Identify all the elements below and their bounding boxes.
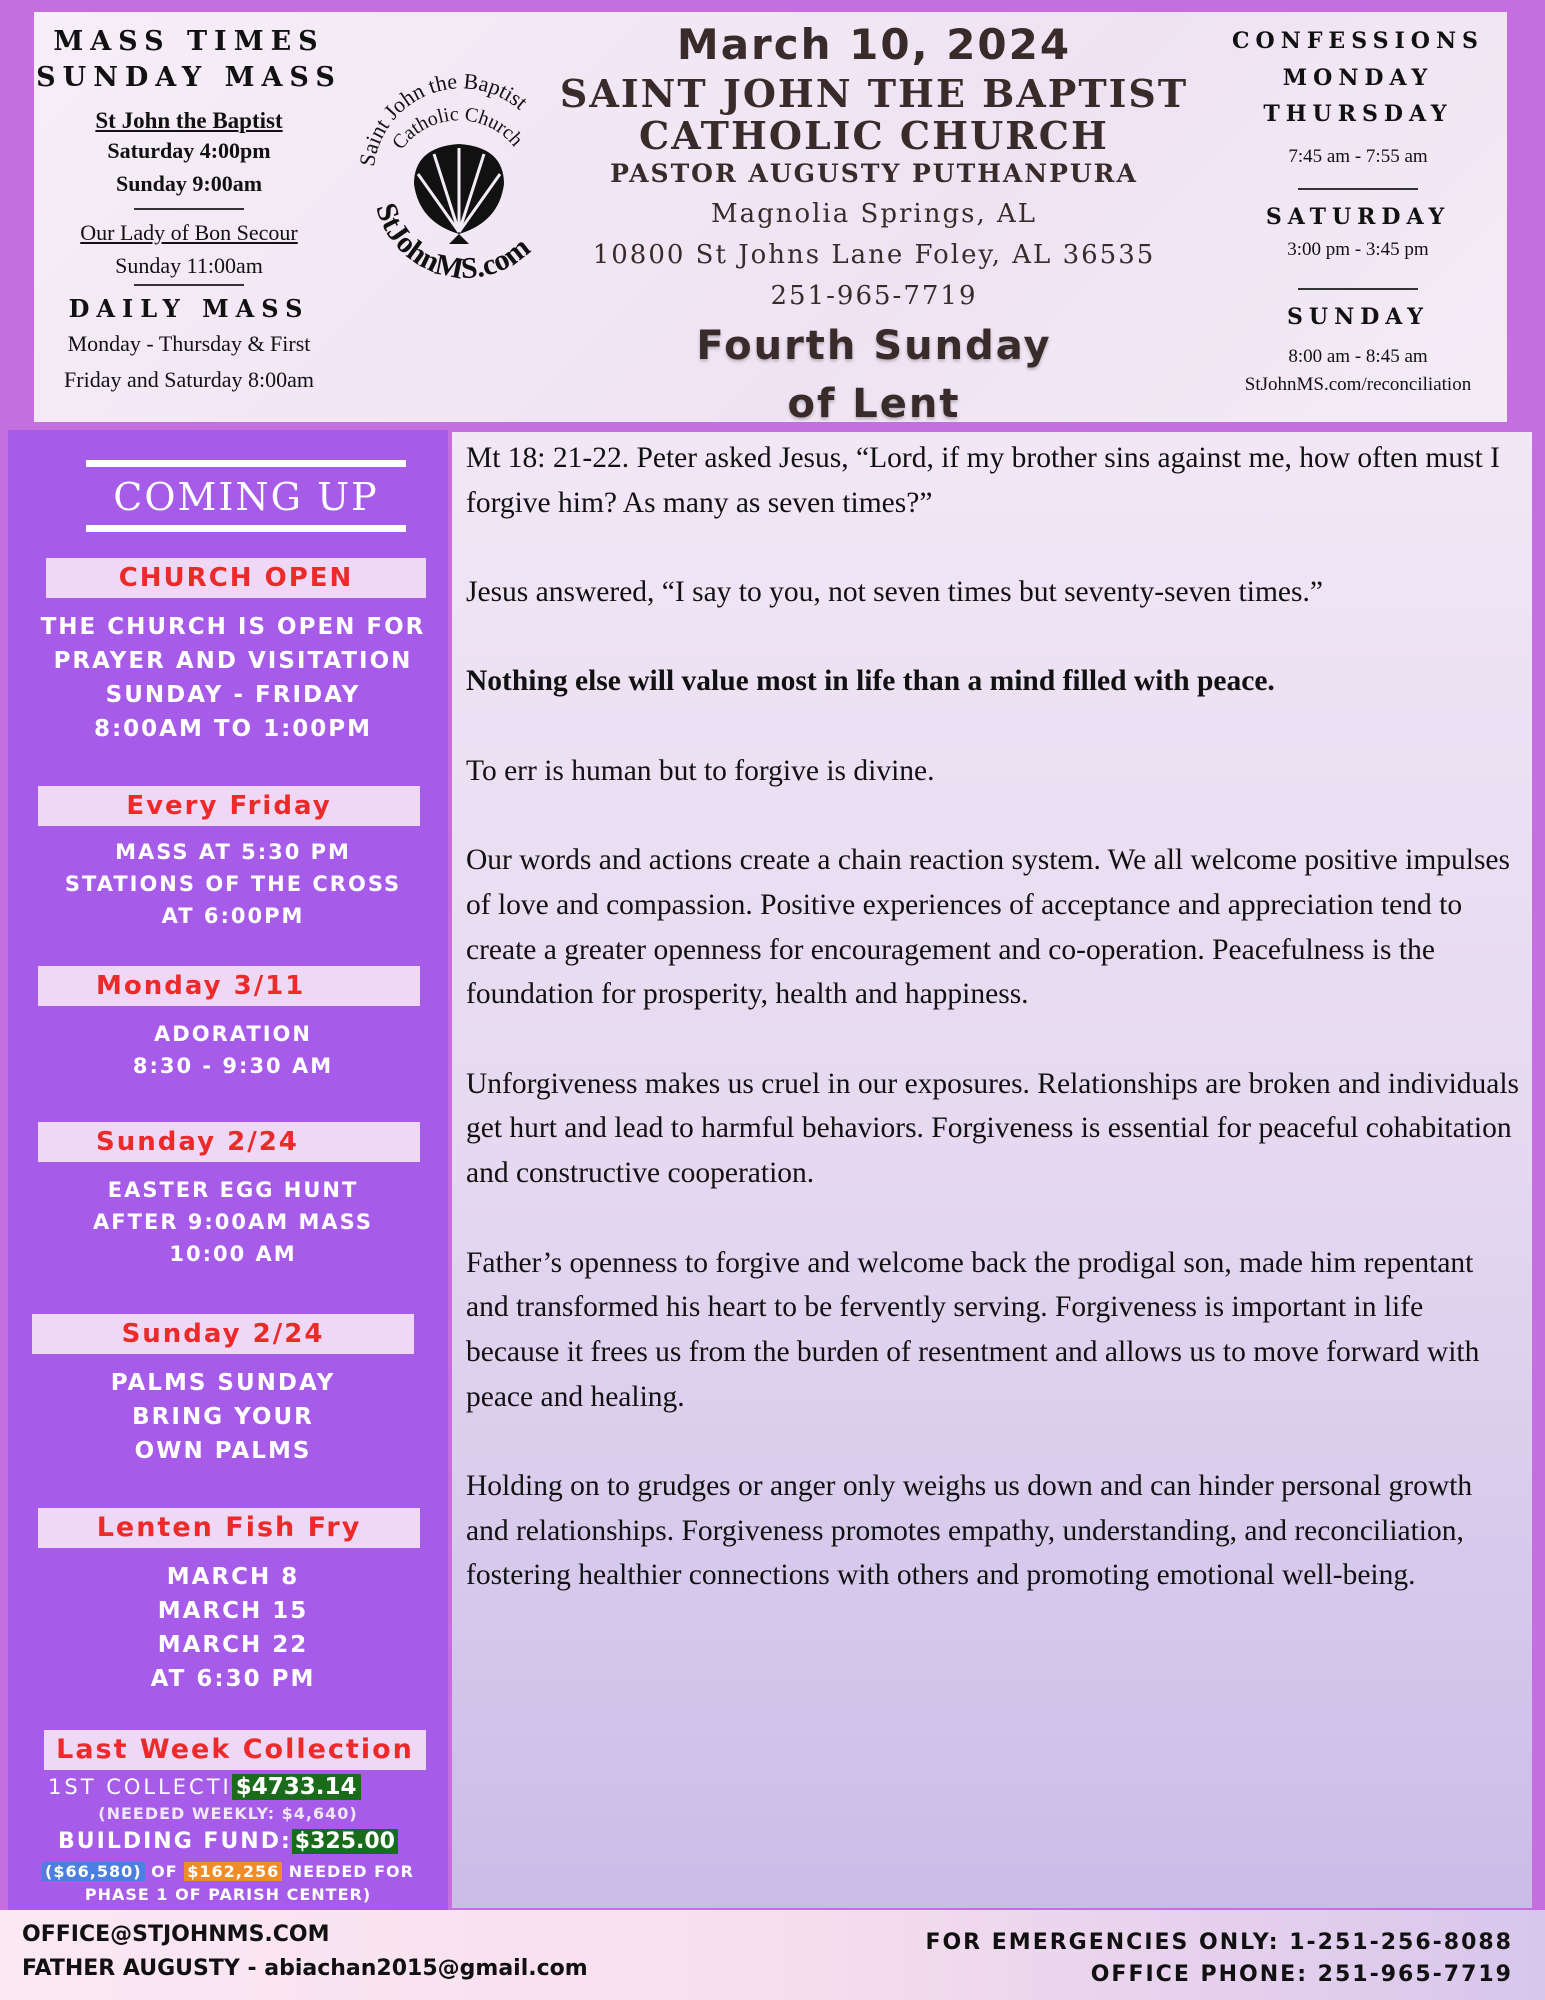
office-phone[interactable]: OFFICE PHONE: 251-965-7719: [1090, 1962, 1513, 1987]
sunday-mass-time: Sunday 9:00am: [115, 171, 263, 196]
article-paragraph: To err is human but to forgive is divine.: [466, 754, 935, 787]
church-phone: 251-965-7719: [770, 281, 978, 311]
event-line: 8:00AM TO 1:00PM: [93, 716, 373, 742]
location-2-time: Sunday 11:00am: [115, 253, 263, 278]
coming-up-sidebar: [8, 430, 448, 1910]
of-text: OF: [144, 1862, 185, 1881]
bulletin-header: [34, 12, 1507, 427]
article-paragraph: Holding on to grudges or anger only weighs us down and can hinder personal growth and relationships. Forgiveness promotes empathy, understanding, and reconciliation, fostering healthier connections with others and promoting emotional well-being.: [466, 1470, 1473, 1592]
event-title-every-friday: Every Friday: [38, 786, 420, 826]
article-paragraph: Unforgiveness makes us cruel in our exposures. Relationships are broken and individuals get hurt and lead to harmful behaviors. Forgiveness is essential for peaceful cohabitation and constructive cooperation.: [466, 1067, 1520, 1190]
divider: [134, 208, 244, 210]
confession-time-weekday: 7:45 am - 7:55 am: [1288, 146, 1428, 167]
coming-up-heading: COMING UP: [86, 460, 406, 532]
event-title-sunday-palms: Sunday 2/24: [32, 1314, 414, 1354]
event-line: MARCH 15: [157, 1598, 309, 1624]
collection-details: [8, 1770, 448, 1906]
event-line: AT 6:30 PM: [150, 1666, 316, 1692]
article-paragraph: Jesus answered, “I say to you, not seven times but seventy-seven times.”: [466, 576, 1323, 609]
first-collection-label: 1ST COLLECTI: [48, 1775, 232, 1799]
phase-text: PHASE 1 OF PARISH CENTER): [84, 1885, 372, 1904]
church-name-line-1: SAINT JOHN THE BAPTIST: [559, 71, 1189, 116]
reflection-article: [452, 432, 1532, 1908]
event-line: AFTER 9:00AM MASS: [93, 1210, 373, 1234]
church-address: 10800 St Johns Lane Foley, AL 36535: [592, 240, 1156, 270]
confession-time-saturday: 3:00 pm - 3:45 pm: [1287, 239, 1429, 260]
building-fund-amount: $325.00: [292, 1829, 398, 1854]
article-emphasis: Nothing else will value most in life than a mind filled with peace.: [466, 665, 1275, 698]
father-email[interactable]: FATHER AUGUSTY - abiachan2015@gmail.com: [22, 1956, 588, 1981]
event-line: MASS AT 5:30 PM: [115, 840, 351, 864]
daily-mass-line-2: Friday and Saturday 8:00am: [64, 367, 314, 392]
confession-time-sunday: 8:00 am - 8:45 am: [1288, 346, 1428, 367]
event-body-palms: [18, 1366, 428, 1468]
mass-times-section: [34, 24, 344, 398]
event-line: BRING YOUR: [132, 1404, 314, 1430]
event-line: EASTER EGG HUNT: [107, 1178, 359, 1202]
event-line: AT 6:00PM: [161, 904, 305, 928]
emergency-phone[interactable]: FOR EMERGENCIES ONLY: 1-251-256-8088: [925, 1930, 1513, 1955]
church-info-section: [504, 20, 1244, 433]
article-paragraph: Father’s openness to forgive and welcome back the prodigal son, made him repentant and transformed his heart to be fervently serving. Forgiveness is important in life because it frees us from the burden of resentment and allows us to move forward with peace and healing.: [466, 1246, 1480, 1413]
logo-arc-text: Saint John the Baptist: [354, 72, 533, 168]
confessions-heading: CONFESSIONS: [1232, 28, 1484, 54]
event-line: THE CHURCH IS OPEN FOR: [40, 614, 426, 640]
church-name-line-2: CATHOLIC CHURCH: [639, 113, 1109, 158]
event-body-fish-fry: [28, 1560, 438, 1696]
logo-arc-text-2: Catholic Church: [387, 103, 528, 154]
confessions-section: [1209, 22, 1507, 398]
divider: [1298, 288, 1418, 290]
mass-location-1: St John the Baptist: [95, 108, 283, 133]
confession-day-monday: MONDAY: [1282, 65, 1434, 91]
church-city: Magnolia Springs, AL: [710, 199, 1038, 229]
article-paragraph: Mt 18: 21-22. Peter asked Jesus, “Lord, if my brother sins against me, how often must I forgive him? As many as seven times?”: [466, 442, 1500, 519]
bulletin-date: March 10, 2024: [676, 20, 1072, 69]
event-line: 8:30 - 9:30 AM: [132, 1054, 334, 1078]
building-fund-raised: ($66,580): [42, 1862, 145, 1881]
article-paragraph: Our words and actions create a chain reaction system. We all welcome positive impulses of love and compassion. Positive experiences of acceptance and appreciation tend to create a greater openness for encouragement and co-operation. Peacefulness is the foundation for prosperity, health and happiness.: [466, 844, 1511, 1011]
event-title-sunday-egg-hunt: Sunday 2/24: [38, 1122, 420, 1162]
event-line: ADORATION: [154, 1022, 312, 1046]
bulletin-footer: [0, 1910, 1545, 2000]
event-line: 10:00 AM: [169, 1242, 297, 1266]
event-title-monday: Monday 3/11: [38, 966, 420, 1006]
mass-times-heading: MASS TIMES: [53, 26, 325, 57]
event-line: STATIONS OF THE CROSS: [64, 872, 402, 896]
daily-mass-heading: DAILY MASS: [68, 294, 310, 323]
scallop-shell-icon: [414, 144, 504, 244]
needed-for-text: NEEDED FOR: [282, 1862, 414, 1881]
sunday-mass-heading: SUNDAY MASS: [36, 62, 342, 93]
event-body-church-open: [28, 610, 438, 746]
reconciliation-link[interactable]: StJohnMS.com/reconciliation: [1244, 374, 1472, 395]
liturgical-sunday-line-1: Fourth Sunday: [696, 323, 1052, 369]
event-line: SUNDAY - FRIDAY: [105, 682, 361, 708]
building-fund-label: BUILDING FUND:: [58, 1829, 292, 1854]
event-body-every-friday: [28, 836, 438, 932]
event-line: OWN PALMS: [134, 1438, 312, 1464]
logo-url-text: StJohnMS.com: [369, 198, 537, 286]
building-fund-goal: $162,256: [184, 1862, 282, 1881]
event-line: MARCH 8: [166, 1564, 300, 1590]
event-title-fish-fry: Lenten Fish Fry: [38, 1508, 420, 1548]
collection-title: Last Week Collection: [44, 1730, 426, 1770]
event-line: PRAYER AND VISITATION: [53, 648, 413, 674]
daily-mass-line-1: Monday - Thursday & First: [67, 331, 311, 356]
event-line: PALMS SUNDAY: [110, 1370, 336, 1396]
divider: [1298, 188, 1418, 190]
confession-day-thursday: THURSDAY: [1263, 101, 1453, 127]
liturgical-sunday-line-2: of Lent: [787, 381, 961, 427]
confession-day-sunday: SUNDAY: [1287, 304, 1429, 330]
mass-location-2: Our Lady of Bon Secour: [80, 220, 298, 245]
pastor-name: PASTOR AUGUSTY PUTHANPURA: [610, 159, 1138, 188]
divider: [134, 284, 244, 286]
event-line: MARCH 22: [157, 1632, 309, 1658]
saturday-mass-time: Saturday 4:00pm: [107, 138, 271, 163]
event-title-church-open: CHURCH OPEN: [46, 558, 426, 598]
event-body-egg-hunt: [28, 1174, 438, 1270]
office-email[interactable]: OFFICE@STJOHNMS.COM: [22, 1922, 330, 1947]
confession-day-saturday: SATURDAY: [1265, 204, 1451, 230]
event-body-monday: [28, 1018, 438, 1082]
needed-weekly: (NEEDED WEEKLY: $4,640): [98, 1804, 358, 1823]
first-collection-amount: $4733.14: [232, 1774, 361, 1800]
